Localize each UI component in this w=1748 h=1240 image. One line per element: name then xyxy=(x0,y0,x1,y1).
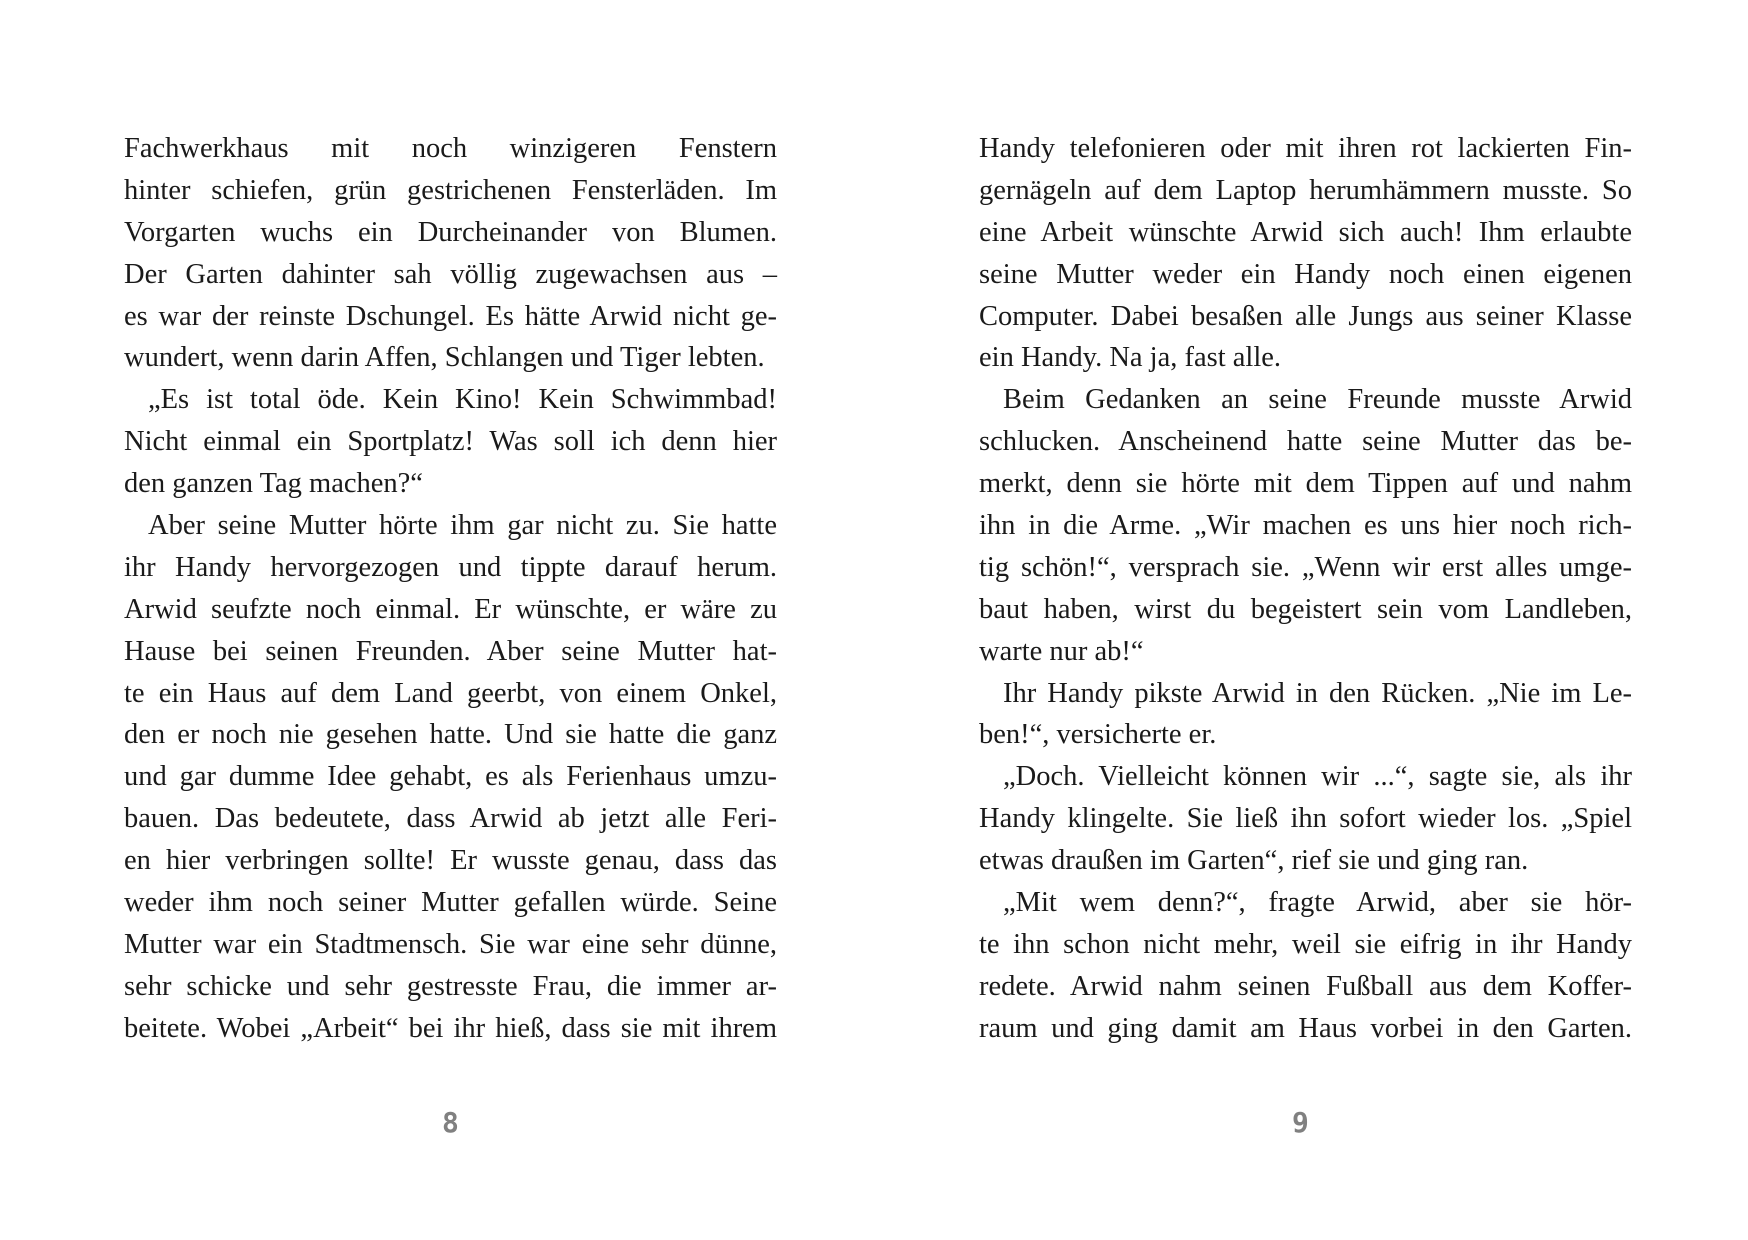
text-line: baut haben, wirst du begeistert sein vom Landleben, xyxy=(979,593,1632,625)
text-line: Der Garten dahinter sah völlig zugewachsen aus – xyxy=(124,258,777,290)
text-line: den er noch nie gesehen hatte. Und sie hatte die ganz xyxy=(124,719,777,751)
left-page-text xyxy=(124,128,777,1050)
text-line: „Es ist total öde. Kein Kino! Kein Schwimmbad! xyxy=(148,384,777,416)
text-line: Handy telefonieren oder mit ihren rot lackierten Fin- xyxy=(979,133,1632,164)
text-line: warte nur ab!“ xyxy=(979,635,1144,667)
text-line: redete. Arwid nahm seinen Fußball aus dem Koffer- xyxy=(979,970,1632,1002)
text-line: Beim Gedanken an seine Freunde musste Arwid xyxy=(1003,384,1632,416)
text-line: etwas draußen im Garten“, rief sie und ging ran. xyxy=(979,845,1529,877)
text-line: Fachwerkhaus mit noch winzigeren Fenstern xyxy=(124,133,777,164)
text-line: ihr Handy hervorgezogen und tippte darauf herum. xyxy=(124,551,777,583)
text-line: Handy klingelte. Sie ließ ihn sofort wieder los. „Spiel xyxy=(979,803,1632,835)
text-line: en hier verbringen sollte! Er wusste genau, dass das xyxy=(124,845,777,877)
text-line: ein Handy. Na ja, fast alle. xyxy=(979,342,1282,374)
text-line: eine Arbeit wünschte Arwid sich auch! Ihm erlaubte xyxy=(979,216,1632,248)
text-line: ben!“, versicherte er. xyxy=(979,719,1217,751)
text-line: hinter schiefen, grün gestrichenen Fensterläden. Im xyxy=(124,174,777,206)
text-line: Arwid seufzte noch einmal. Er wünschte, er wäre zu xyxy=(124,593,777,625)
text-line: Vorgarten wuchs ein Durcheinander von Blumen. xyxy=(124,216,777,248)
text-line: ihn in die Arme. „Wir machen es uns hier noch rich- xyxy=(979,510,1632,542)
text-line: sehr schicke und sehr gestresste Frau, die immer ar- xyxy=(124,970,777,1002)
text-line: merkt, denn sie hörte mit dem Tippen auf und nahm xyxy=(979,468,1632,500)
text-line: wundert, wenn darin Affen, Schlangen und Tiger lebten. xyxy=(124,342,765,374)
text-line: te ein Haus auf dem Land geerbt, von einem Onkel, xyxy=(124,677,777,709)
text-line: seine Mutter weder ein Handy noch einen eigenen xyxy=(979,258,1632,290)
text-line: weder ihm noch seiner Mutter gefallen würde. Seine xyxy=(124,887,777,919)
text-line: schlucken. Anscheinend hatte seine Mutter das be- xyxy=(979,426,1632,458)
text-line: Nicht einmal ein Sportplatz! Was soll ich denn hier xyxy=(124,426,777,458)
text-line: den ganzen Tag machen?“ xyxy=(124,468,423,500)
text-line: tig schön!“, versprach sie. „Wenn wir erst alles umge- xyxy=(979,551,1632,583)
text-line: „Mit wem denn?“, fragte Arwid, aber sie hör- xyxy=(1003,887,1632,919)
right-page-text xyxy=(979,128,1632,1050)
text-line: Aber seine Mutter hörte ihm gar nicht zu. Sie hatte xyxy=(148,510,777,542)
text-line: Mutter war ein Stadtmensch. Sie war eine sehr dünne, xyxy=(124,928,777,960)
text-line: beitete. Wobei „Arbeit“ bei ihr hieß, dass sie mit ihrem xyxy=(124,1012,777,1044)
text-line: Hause bei seinen Freunden. Aber seine Mutter hat- xyxy=(124,635,777,667)
text-line: und gar dumme Idee gehabt, es als Ferienhaus umzu- xyxy=(124,761,777,793)
text-line: Computer. Dabei besaßen alle Jungs aus seiner Klasse xyxy=(979,300,1632,332)
left-page-number: 8 xyxy=(442,1106,459,1139)
right-page-number: 9 xyxy=(1292,1106,1309,1139)
text-line: gernägeln auf dem Laptop herumhämmern musste. So xyxy=(979,174,1632,206)
text-line: Ihr Handy pikste Arwid in den Rücken. „Nie im Le- xyxy=(1003,677,1632,709)
right-page xyxy=(874,0,1748,1240)
text-line: raum und ging damit am Haus vorbei in den Garten. xyxy=(979,1012,1632,1044)
text-line: es war der reinste Dschungel. Es hätte Arwid nicht ge- xyxy=(124,300,777,332)
text-line: bauen. Das bedeutete, dass Arwid ab jetzt alle Feri- xyxy=(124,803,777,835)
text-line: te ihn schon nicht mehr, weil sie eifrig in ihr Handy xyxy=(979,928,1632,960)
text-line: „Doch. Vielleicht können wir ...“, sagte sie, als ihr xyxy=(1003,761,1632,793)
